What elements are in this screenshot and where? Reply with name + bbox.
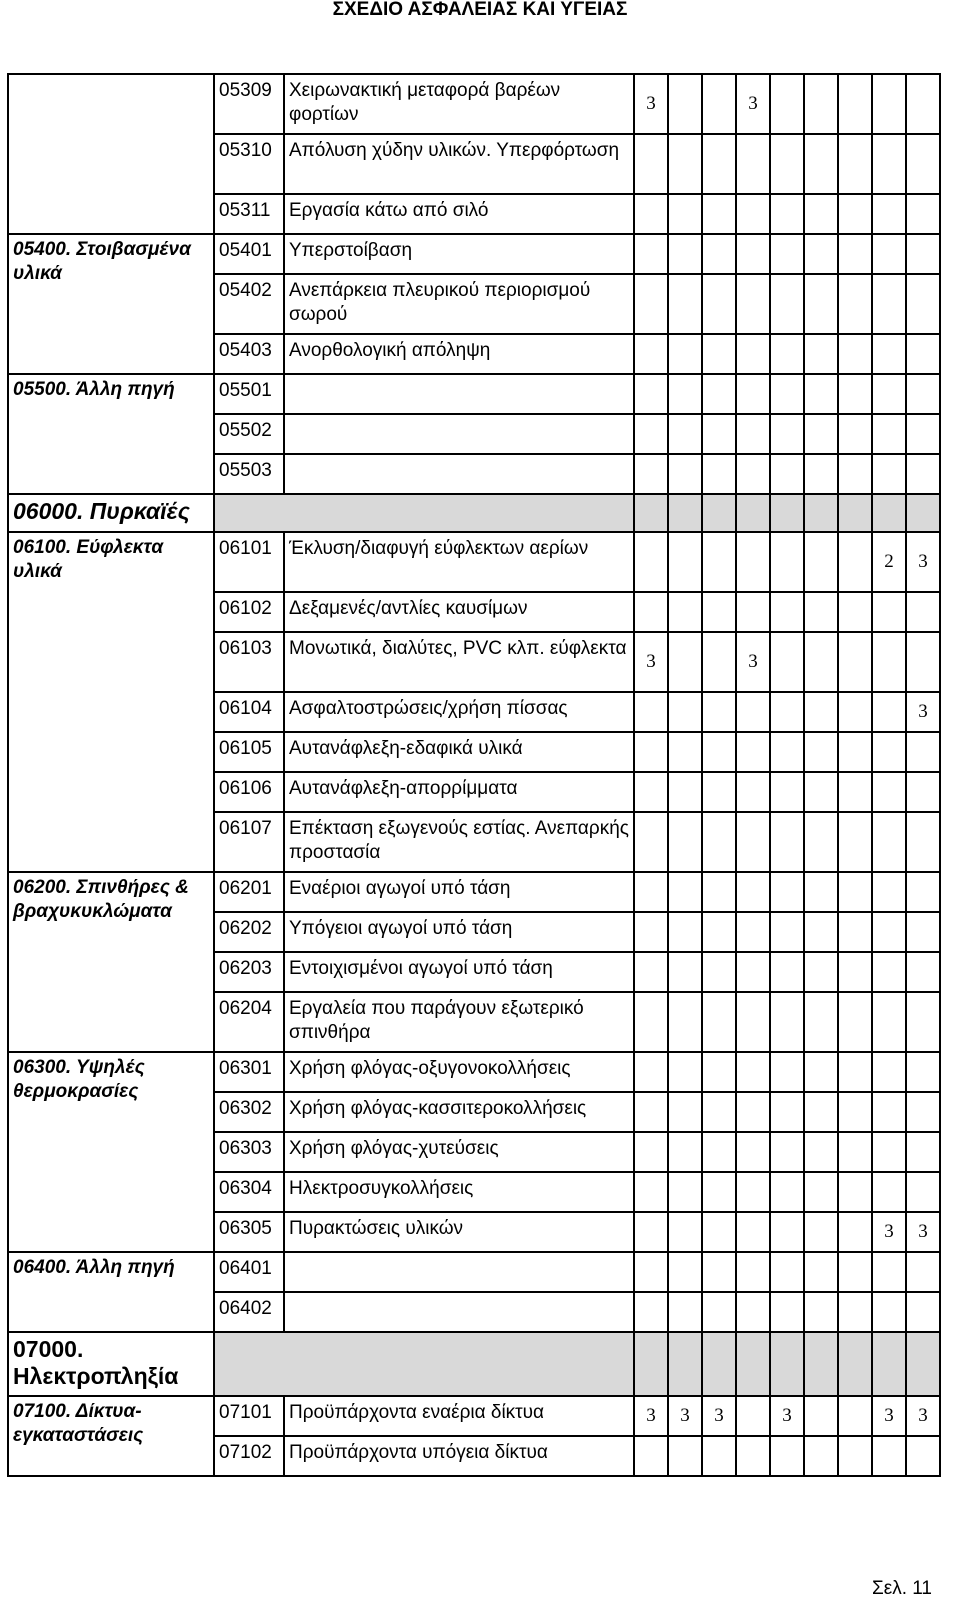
table-row	[8, 872, 940, 912]
description-cell: Χρήση φλόγας-οξυγονοκολλήσεις	[284, 1052, 634, 1092]
code-cell: 05311	[214, 194, 284, 234]
rating-cell: 3	[770, 1396, 804, 1436]
description-cell: Απόλυση χύδην υλικών. Υπερφόρτωση	[284, 134, 634, 194]
code-cell: 05503	[214, 454, 284, 494]
rating-cell: 3	[906, 692, 940, 732]
code-cell: 06302	[214, 1092, 284, 1132]
rating-cell: 3	[872, 1212, 906, 1252]
code-cell: 06305	[214, 1212, 284, 1252]
rating-cell: 3	[906, 532, 940, 592]
rating-cell: 3	[736, 632, 770, 692]
description-cell: Δεξαμενές/αντλίες καυσίμων	[284, 592, 634, 632]
rating-cell: 3	[634, 74, 668, 134]
code-cell: 06102	[214, 592, 284, 632]
code-cell: 05403	[214, 334, 284, 374]
description-cell	[284, 454, 634, 494]
risk-table	[7, 73, 941, 1477]
category-cell: 06400. Άλλη πηγή	[8, 1252, 214, 1332]
code-cell: 06202	[214, 912, 284, 952]
description-cell: Ασφαλτοστρώσεις/χρήση πίσσας	[284, 692, 634, 732]
code-cell: 06304	[214, 1172, 284, 1212]
rating-cell: 3	[634, 632, 668, 692]
description-cell: Ανορθολογική απόληψη	[284, 334, 634, 374]
code-cell: 05502	[214, 414, 284, 454]
category-cell: 06300. Υψηλές θερμοκρασίες	[8, 1052, 214, 1252]
table-row	[8, 74, 940, 134]
description-cell: Υπόγειοι αγωγοί υπό τάση	[284, 912, 634, 952]
category-cell	[8, 74, 214, 234]
code-cell: 06203	[214, 952, 284, 992]
code-cell: 05501	[214, 374, 284, 414]
description-cell: Ηλεκτροσυγκολλήσεις	[284, 1172, 634, 1212]
rating-cell: 3	[634, 1396, 668, 1436]
category-cell: 06100. Εύφλεκτα υλικά	[8, 532, 214, 872]
description-cell	[284, 374, 634, 414]
rating-cell: 3	[872, 1396, 906, 1436]
code-cell: 06106	[214, 772, 284, 812]
category-cell: 06000. Πυρκαϊές	[8, 494, 214, 532]
table-row	[8, 374, 940, 414]
code-cell: 05309	[214, 74, 284, 134]
code-cell: 06401	[214, 1252, 284, 1292]
page-header: ΣΧΕΔΙΟ ΑΣΦΑΛΕΙΑΣ ΚΑΙ ΥΓΕΙΑΣ	[332, 0, 628, 20]
code-cell: 06402	[214, 1292, 284, 1332]
table-row	[8, 234, 940, 274]
table-row	[8, 1396, 940, 1436]
table-row	[8, 1252, 940, 1292]
category-cell: 05500. Άλλη πηγή	[8, 374, 214, 494]
description-cell	[284, 1292, 634, 1332]
description-cell: Αυτανάφλεξη-εδαφικά υλικά	[284, 732, 634, 772]
category-cell: 07000. Ηλεκτροπληξία	[8, 1332, 214, 1396]
code-cell: 06101	[214, 532, 284, 592]
code-cell: 05402	[214, 274, 284, 334]
description-cell: Εναέριοι αγωγοί υπό τάση	[284, 872, 634, 912]
section-row	[8, 494, 940, 532]
rating-cell: 3	[906, 1212, 940, 1252]
description-cell: Εντοιχισμένοι αγωγοί υπό τάση	[284, 952, 634, 992]
description-cell: Έκλυση/διαφυγή εύφλεκτων αερίων	[284, 532, 634, 592]
code-cell: 06107	[214, 812, 284, 872]
code-cell: 06105	[214, 732, 284, 772]
code-cell: 05401	[214, 234, 284, 274]
section-row	[8, 1332, 940, 1396]
code-cell: 06301	[214, 1052, 284, 1092]
code-cell: 06103	[214, 632, 284, 692]
category-cell: 05400. Στοιβασμένα υλικά	[8, 234, 214, 374]
rating-cell	[668, 74, 702, 134]
description-cell	[284, 414, 634, 454]
code-cell: 06303	[214, 1132, 284, 1172]
code-cell: 07102	[214, 1436, 284, 1476]
rating-cell: 2	[872, 532, 906, 592]
rating-cell	[702, 74, 736, 134]
description-cell: Αυτανάφλεξη-απορρίμματα	[284, 772, 634, 812]
description-cell: Χρήση φλόγας-χυτεύσεις	[284, 1132, 634, 1172]
description-cell: Ανεπάρκεια πλευρικού περιορισμού σωρού	[284, 274, 634, 334]
category-cell: 07100. Δίκτυα-εγκαταστάσεις	[8, 1396, 214, 1476]
rating-cell: 3	[906, 1396, 940, 1436]
code-cell: 06204	[214, 992, 284, 1052]
code-cell: 07101	[214, 1396, 284, 1436]
description-cell: Προϋπάρχοντα εναέρια δίκτυα	[284, 1396, 634, 1436]
description-cell: Εργαλεία που παράγουν εξωτερικό σπινθήρα	[284, 992, 634, 1052]
rating-cell: 3	[668, 1396, 702, 1436]
category-cell: 06200. Σπινθήρες & βραχυκυκλώματα	[8, 872, 214, 1052]
table-row	[8, 1052, 940, 1092]
description-cell: Χρήση φλόγας-κασσιτεροκολλήσεις	[284, 1092, 634, 1132]
code-cell: 06201	[214, 872, 284, 912]
description-cell: Υπερστοίβαση	[284, 234, 634, 274]
description-cell: Προϋπάρχοντα υπόγεια δίκτυα	[284, 1436, 634, 1476]
description-cell: Επέκταση εξωγενούς εστίας. Ανεπαρκής προστασία	[284, 812, 634, 872]
table-row	[8, 532, 940, 592]
description-cell	[284, 1252, 634, 1292]
rating-cell: 3	[736, 74, 770, 134]
description-cell: Εργασία κάτω από σιλό	[284, 194, 634, 234]
description-cell: Πυρακτώσεις υλικών	[284, 1212, 634, 1252]
description-cell: Μονωτικά, διαλύτες, PVC κλπ. εύφλεκτα	[284, 632, 634, 692]
page-number: Σελ. 11	[872, 1578, 932, 1599]
rating-cell: 3	[702, 1396, 736, 1436]
description-cell: Χειρωνακτική μεταφορά βαρέων φορτίων	[284, 74, 634, 134]
code-cell: 05310	[214, 134, 284, 194]
code-cell: 06104	[214, 692, 284, 732]
